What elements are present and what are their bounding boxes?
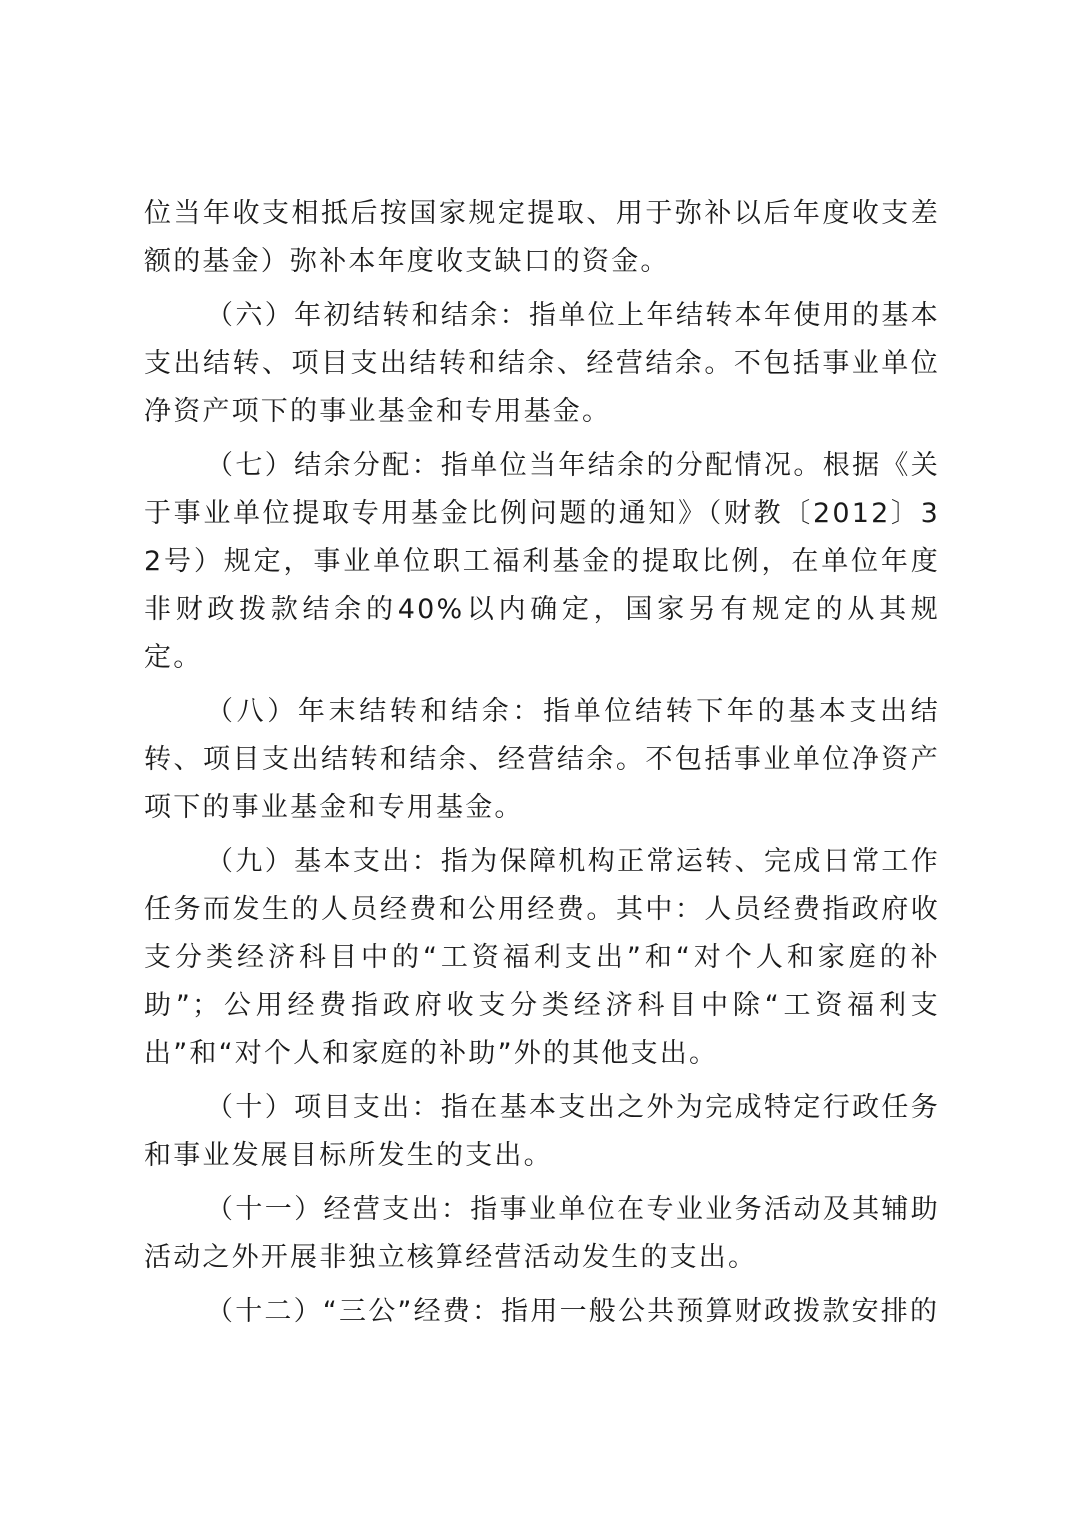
document-body <box>144 190 940 1342</box>
paragraph-item-9: （九）基本支出：指为保障机构正常运转、完成日常工作任务而发生的人员经费和公用经费。其中：人员经费指政府收支分类经济科目中的“工资福利支出”和“对个人和家庭的补助”；公用经费指政府收支分类经济科目中除“工资福利支出”和“对个人和家庭的补助”外的其他支出。 <box>144 846 940 1069</box>
paragraph-item-12: （十二）“三公”经费：指用一般公共预算财政拨款安排的 <box>206 1296 940 1327</box>
paragraph-item-8: （八）年末结转和结余：指单位结转下年的基本支出结转、项目支出结转和结余、经营结余。不包括事业单位净资产项下的事业基金和专用基金。 <box>144 696 940 823</box>
paragraph-item-11: （十一）经营支出：指事业单位在专业业务活动及其辅助活动之外开展非独立核算经营活动发生的支出。 <box>144 1194 940 1273</box>
paragraph-item-10: （十）项目支出：指在基本支出之外为完成特定行政任务和事业发展目标所发生的支出。 <box>144 1092 940 1171</box>
paragraph-item-6: （六）年初结转和结余：指单位上年结转本年使用的基本支出结转、项目支出结转和结余、经营结余。不包括事业单位净资产项下的事业基金和专用基金。 <box>144 300 940 427</box>
paragraph-continuation: 位当年收支相抵后按国家规定提取、用于弥补以后年度收支差额的基金）弥补本年度收支缺口的资金。 <box>144 198 940 277</box>
paragraph-item-7: （七）结余分配：指单位当年结余的分配情况。根据《关于事业单位提取专用基金比例问题的通知》（财教〔2012〕32号）规定，事业单位职工福利基金的提取比例，在单位年度非财政拨款结余的40%以内确定，国家另有规定的从其规定。 <box>144 450 940 673</box>
